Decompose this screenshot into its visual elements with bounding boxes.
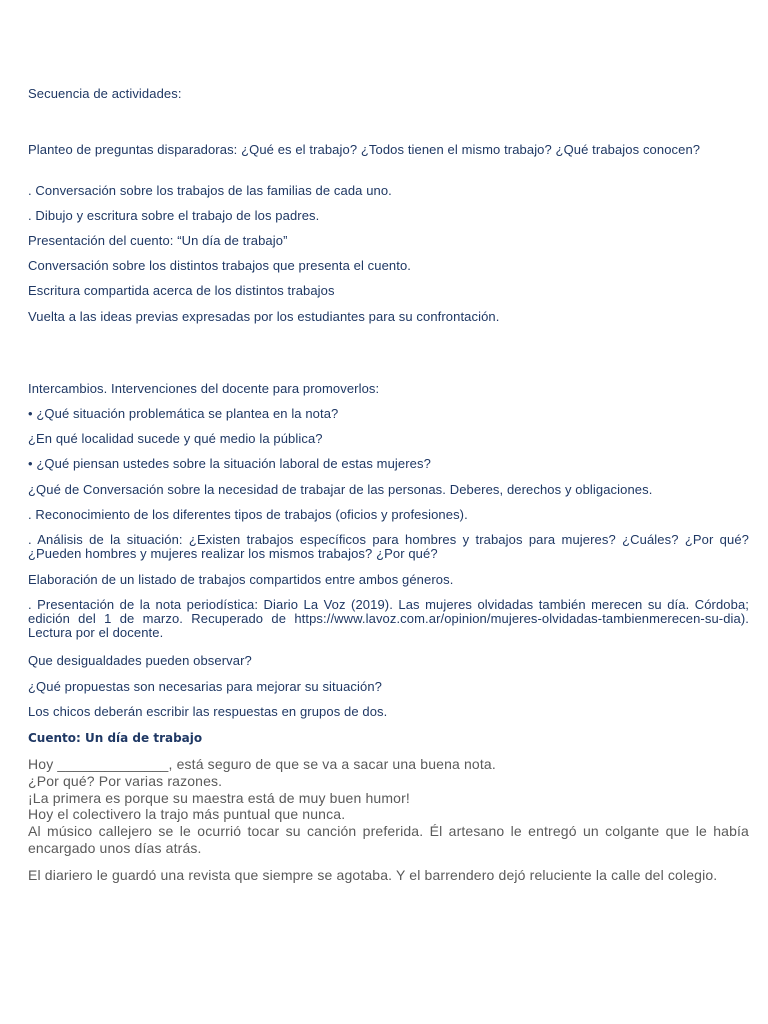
- story-line: Al músico callejero se le ocurrió tocar su canción preferida. Él artesano le entregó un colgante que le había encargado unos días atrás.: [28, 823, 749, 856]
- exchange-proposals: ¿Qué propuestas son necesarias para mejorar su situación?: [28, 679, 382, 694]
- exchanges-heading: Intercambios. Intervenciones del docente para promoverlos:: [28, 381, 380, 396]
- exchange-news-presentation: . Presentación de la nota periodística: Diario La Voz (2019). Las mujeres olvidadas también merecen su día. Córdoba; edición del 1 de marzo. Recuperado de https://www.lavoz.com.ar/opinion/mujeres-olvidadas-tambienmerecen-su-dia). Lectura por el docente.: [28, 597, 749, 640]
- exchange-locality-question: ¿En qué localidad sucede y qué medio la pública?: [28, 431, 323, 446]
- sequence-heading: Secuencia de actividades:: [28, 86, 182, 101]
- story-line: ¿Por qué? Por varias razones.: [28, 772, 223, 789]
- exchange-analysis: . Análisis de la situación: ¿Existen trabajos específicos para hombres y trabajos para mujeres? ¿Cuáles? ¿Por qué? ¿Pueden hombres y mujeres realizar los mismos trabajos? ¿Por qué?: [28, 532, 749, 561]
- sequence-item-family-jobs: . Conversación sobre los trabajos de las familias de cada uno.: [28, 183, 392, 198]
- sequence-item-trigger-questions: Planteo de preguntas disparadoras: ¿Qué es el trabajo? ¿Todos tienen el mismo trabajo? ¿Qué trabajos conocen?: [28, 142, 701, 157]
- story-line: ¡La primera es porque su maestra está de muy buen humor!: [28, 789, 410, 806]
- exchange-listing: Elaboración de un listado de trabajos compartidos entre ambos géneros.: [28, 572, 454, 587]
- exchange-problem-question: • ¿Qué situación problemática se plantea en la nota?: [28, 406, 339, 421]
- exchange-inequalities: Que desigualdades pueden observar?: [28, 653, 252, 668]
- sequence-item-previous-ideas: Vuelta a las ideas previas expresadas por los estudiantes para su confrontación.: [28, 309, 500, 324]
- exchange-opinion-question: • ¿Qué piensan ustedes sobre la situación laboral de estas mujeres?: [28, 456, 431, 471]
- sequence-item-story-presentation: Presentación del cuento: “Un día de trabajo”: [28, 233, 288, 248]
- story-closing-paragraph: El diariero le guardó una revista que siempre se agotaba. Y el barrendero dejó reluciente la calle del colegio.: [28, 867, 718, 883]
- sequence-item-story-conversation: Conversación sobre los distintos trabajos que presenta el cuento.: [28, 258, 411, 273]
- story-paragraph: [28, 756, 749, 857]
- exchange-group-writing: Los chicos deberán escribir las respuestas en grupos de dos.: [28, 704, 388, 719]
- story-line: Hoy ______________, está seguro de que se va a sacar una buena nota.: [28, 756, 496, 772]
- story-title: Cuento: Un día de trabajo: [28, 731, 203, 745]
- story-line: Hoy el colectivero la trajo más puntual que nunca.: [28, 806, 346, 823]
- exchange-recognition: . Reconocimiento de los diferentes tipos de trabajos (oficios y profesiones).: [28, 507, 468, 522]
- sequence-item-drawing: . Dibujo y escritura sobre el trabajo de los padres.: [28, 208, 320, 223]
- sequence-item-shared-writing: Escritura compartida acerca de los distintos trabajos: [28, 283, 335, 298]
- exchange-conversation: ¿Qué de Conversación sobre la necesidad de trabajar de las personas. Deberes, derechos y obligaciones.: [28, 482, 653, 497]
